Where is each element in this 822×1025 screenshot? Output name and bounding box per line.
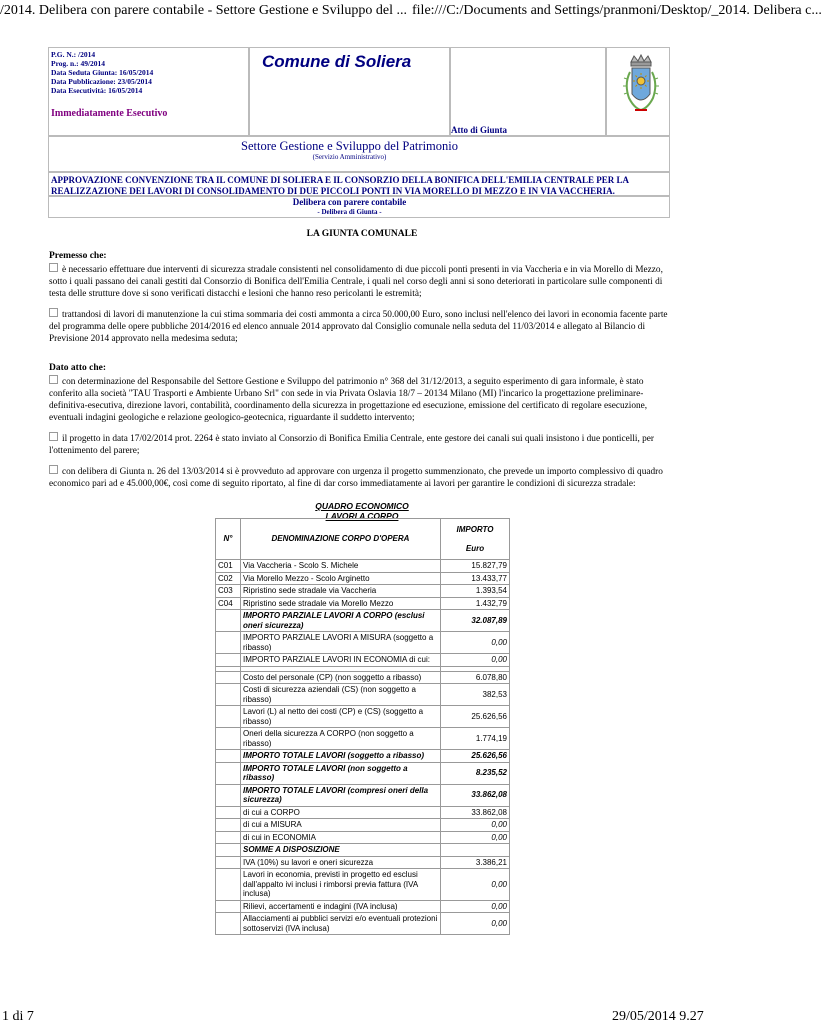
row-description: Rilievi, accertamenti e indagini (IVA inclusa) [241, 900, 441, 913]
row-code [216, 900, 241, 913]
comune-title: Comune di Soliera [262, 52, 412, 71]
table-row [216, 671, 510, 684]
row-amount: 0,00 [441, 632, 510, 654]
dato-text-2: il progetto in data 17/02/2014 prot. 2264 è stato inviato al Consorzio di Bonifica Emilia Centrale, ente gestore dei canali sui quali insistono i due ponticelli, per l'ottenimento del parere; [49, 434, 655, 456]
row-code [216, 750, 241, 763]
data-esecutivita: Data Esecutività: 16/05/2014 [51, 86, 143, 95]
quadro-table-body [216, 560, 510, 935]
row-description: IMPORTO TOTALE LAVORI (soggetto a ribasso) [241, 750, 441, 763]
servizio-subtitle: (Servizio Amministrativo) [312, 153, 387, 161]
quadro-title: QUADRO ECONOMICO [315, 501, 409, 511]
row-code [216, 819, 241, 832]
table-row [216, 900, 510, 913]
row-description: Costi di sicurezza aziendali (CS) (non soggetto a ribasso) [241, 684, 441, 706]
row-code [216, 806, 241, 819]
row-description: Via Morello Mezzo - Scolo Arginetto [241, 572, 441, 585]
table-row [216, 762, 510, 784]
premesso-paragraph-2 [49, 308, 673, 345]
col-denominazione: DENOMINAZIONE CORPO D'OPERA [241, 519, 441, 560]
col-importo [441, 519, 510, 560]
table-row [216, 831, 510, 844]
header-atto-box [450, 47, 606, 136]
row-amount: 1.432,79 [441, 597, 510, 610]
checkbox-icon [49, 308, 58, 317]
checkbox-icon [49, 465, 58, 474]
table-row [216, 913, 510, 935]
immediatamente-esecutivo: Immediatamente Esecutivo [51, 108, 168, 119]
row-code: C04 [216, 597, 241, 610]
row-amount: 0,00 [441, 900, 510, 913]
row-code [216, 632, 241, 654]
row-code: C02 [216, 572, 241, 585]
row-description: IMPORTO PARZIALE LAVORI IN ECONOMIA di cui: [241, 654, 441, 667]
dato-text-3: con delibera di Giunta n. 26 del 13/03/2014 si è provveduto ad approvare con urgenza il progetto summenzionato, che prevede un importo complessivo di quadro economico pari ad e 45.000,00€, così come di seguito riportato, al fine di dar corso immediatamente ai lavori per garantire le condizioni di sicurezza stradale: [49, 467, 663, 489]
settore-title: Settore Gestione e Sviluppo del Patrimonio [241, 139, 458, 153]
row-description: Via Vaccheria - Scolo S. Michele [241, 560, 441, 573]
delibera-subtitle: - Delibera di Giunta - [317, 208, 382, 216]
row-amount: 8.235,52 [441, 762, 510, 784]
premesso-paragraph-1 [49, 263, 673, 300]
table-row [216, 654, 510, 667]
row-amount: 3.386,21 [441, 856, 510, 869]
premesso-text-2: trattandosi di lavori di manutenzione la cui stima sommaria dei costi ammonta a circa 50.000,00 Euro, sono inclusi nell'elenco dei lavori in economia facente parte del programma delle opere pubbliche 2014/2016 ed elenco annuale 2014 approvato dal Consiglio comunale nella seduta del 11/03/2014 e allegato al Bilancio di Previsione 2014 approvato nella medesima seduta; [49, 310, 668, 344]
row-description: Ripristino sede stradale via Morello Mezzo [241, 597, 441, 610]
table-row [216, 560, 510, 573]
table-row [216, 856, 510, 869]
row-code: C03 [216, 585, 241, 598]
comune-crest-icon [621, 54, 661, 126]
row-amount: 25.626,56 [441, 750, 510, 763]
table-row [216, 610, 510, 632]
row-description: di cui a CORPO [241, 806, 441, 819]
premesso-text-1: è necessario effettuare due interventi di sicurezza stradale consistenti nel consolidamento di due piccoli ponti presenti in via Vaccheria e in via Morello di Mezzo, sotto i quali passano dei canali gestiti dal Consorzio di Bonifica dell'Emilia Centrale, i quali nel corso degli anni si sono deteriorati in particolare sulle componenti di testa delle strutture dove si sono verificati distacchi e lesioni che hanno reso pericolanti le estremità; [49, 265, 663, 299]
row-amount: 0,00 [441, 819, 510, 832]
col-importo-label: IMPORTO [456, 524, 494, 534]
premesso-heading: Premesso che: [49, 251, 107, 261]
print-footer-page: 1 di 7 [2, 1009, 34, 1024]
table-row [216, 585, 510, 598]
table-row [216, 684, 510, 706]
row-code [216, 684, 241, 706]
row-amount: 32.087,89 [441, 610, 510, 632]
dato-paragraph-1 [49, 375, 673, 424]
row-code [216, 831, 241, 844]
row-description: IVA (10%) su lavori e oneri sicurezza [241, 856, 441, 869]
col-euro-label: Euro [465, 544, 485, 553]
row-description: SOMME A DISPOSIZIONE [241, 844, 441, 857]
dato-atto-heading: Dato atto che: [49, 363, 106, 373]
table-row [216, 844, 510, 857]
delibera-title: Delibera con parere contabile [292, 197, 407, 207]
dato-text-1: con determinazione del Responsabile del Settore Gestione e Sviluppo del patrimonio n° 368 del 31/12/2013, a seguito esperimento di gara informale, è stato conferito alla società "TAU Trasporti e Ambiente Urbano Srl" con sede in via Privata Oslavia 18/7 – 20134 Milano (MI) l'incarico la progettazione preliminare-definitiva-esecutiva, direzione lavori, contabilità, coordinamento della sicurezza in progettazione ed esecuzione, emissione del certificato di regolare esecuzione, eventuali indagini geologiche e relazione geologico-geotecnica, riguardante il suddetto intervento; [49, 377, 648, 423]
row-code [216, 869, 241, 901]
table-row [216, 819, 510, 832]
row-code [216, 856, 241, 869]
row-description: Ripristino sede stradale via Vaccheria [241, 585, 441, 598]
row-amount: 0,00 [441, 654, 510, 667]
row-description: Lavori in economia, previsti in progetto ed esclusi dall'appalto ivi inclusi i rimborsi previa fattura (IVA inclusa) [241, 869, 441, 901]
row-description: Lavori (L) al netto dei costi (CP) e (CS) (soggetto a ribasso) [241, 706, 441, 728]
row-description: IMPORTO TOTALE LAVORI (non soggetto a ribasso) [241, 762, 441, 784]
atto-di-giunta: Atto di Giunta [451, 125, 508, 135]
delibera-label [50, 197, 649, 217]
table-row [216, 632, 510, 654]
row-amount: 0,00 [441, 913, 510, 935]
giunta-heading: LA GIUNTA COMUNALE [306, 229, 418, 239]
header-meta [51, 50, 153, 95]
print-header-title: /2014. Delibera con parere contabile - Settore Gestione e Sviluppo del ... [0, 3, 408, 18]
row-description: Costo del personale (CP) (non soggetto a ribasso) [241, 671, 441, 684]
print-header-url: file:///C:/Documents and Settings/pranmoni/Desktop/_2014. Delibera c... [412, 3, 822, 18]
row-amount: 25.626,56 [441, 706, 510, 728]
row-code [216, 913, 241, 935]
table-row [216, 869, 510, 901]
row-code [216, 610, 241, 632]
row-description: di cui a MISURA [241, 819, 441, 832]
row-code [216, 706, 241, 728]
row-amount: 1.774,19 [441, 728, 510, 750]
row-code: C01 [216, 560, 241, 573]
quadro-subtitle: LAVORI A CORPO [325, 511, 399, 521]
table-row [216, 806, 510, 819]
checkbox-icon [49, 375, 58, 384]
row-code [216, 844, 241, 857]
table-row [216, 706, 510, 728]
row-amount [441, 844, 510, 857]
table-header-row [216, 519, 510, 560]
pg-number: P.G. N.: /2014 [51, 50, 96, 59]
row-code [216, 784, 241, 806]
row-code [216, 671, 241, 684]
table-row [216, 784, 510, 806]
row-amount: 0,00 [441, 831, 510, 844]
row-amount: 1.393,54 [441, 585, 510, 598]
row-amount: 33.862,08 [441, 806, 510, 819]
table-row [216, 597, 510, 610]
prog-number: Prog. n.: 49/2014 [51, 59, 106, 68]
row-description: di cui in ECONOMIA [241, 831, 441, 844]
row-amount: 6.078,80 [441, 671, 510, 684]
data-seduta: Data Seduta Giunta: 16/05/2014 [51, 68, 154, 77]
print-footer-datetime: 29/05/2014 9.27 [612, 1009, 704, 1024]
oggetto-text: APPROVAZIONE CONVENZIONE TRA IL COMUNE DI SOLIERA E IL CONSORZIO DELLA BONIFICA DELL'EMILIA CENTRALE PER LA REALIZZAZIONE DEI LAVORI DI CONSOLIDAMENTO DI DUE PICCOLI PONTI IN VIA MORELLO DI MEZZO E IN VIA VACCHERIA. [51, 175, 629, 196]
quadro-economico-table [215, 518, 510, 935]
checkbox-icon [49, 432, 58, 441]
row-description: IMPORTO PARZIALE LAVORI A CORPO (esclusi oneri sicurezza) [241, 610, 441, 632]
row-description: IMPORTO PARZIALE LAVORI A MISURA (soggetto a ribasso) [241, 632, 441, 654]
row-description: Allacciamenti ai pubblici servizi e/o eventuali protezioni sottoservizi (IVA inclusa) [241, 913, 441, 935]
row-code [216, 728, 241, 750]
table-row [216, 750, 510, 763]
col-n: N° [216, 519, 241, 560]
table-row [216, 572, 510, 585]
dato-paragraph-3 [49, 465, 673, 490]
row-code [216, 762, 241, 784]
row-amount: 15.827,79 [441, 560, 510, 573]
row-amount: 33.862,08 [441, 784, 510, 806]
row-amount: 13.433,77 [441, 572, 510, 585]
row-code [216, 654, 241, 667]
row-amount: 382,53 [441, 684, 510, 706]
row-amount: 0,00 [441, 869, 510, 901]
table-row [216, 728, 510, 750]
data-pubblicazione: Data Pubblicazione: 23/05/2014 [51, 77, 152, 86]
checkbox-icon [49, 263, 58, 272]
row-description: IMPORTO TOTALE LAVORI (compresi oneri della sicurezza) [241, 784, 441, 806]
row-description: Oneri della sicurezza A CORPO (non soggetto a ribasso) [241, 728, 441, 750]
dato-paragraph-2 [49, 432, 673, 457]
